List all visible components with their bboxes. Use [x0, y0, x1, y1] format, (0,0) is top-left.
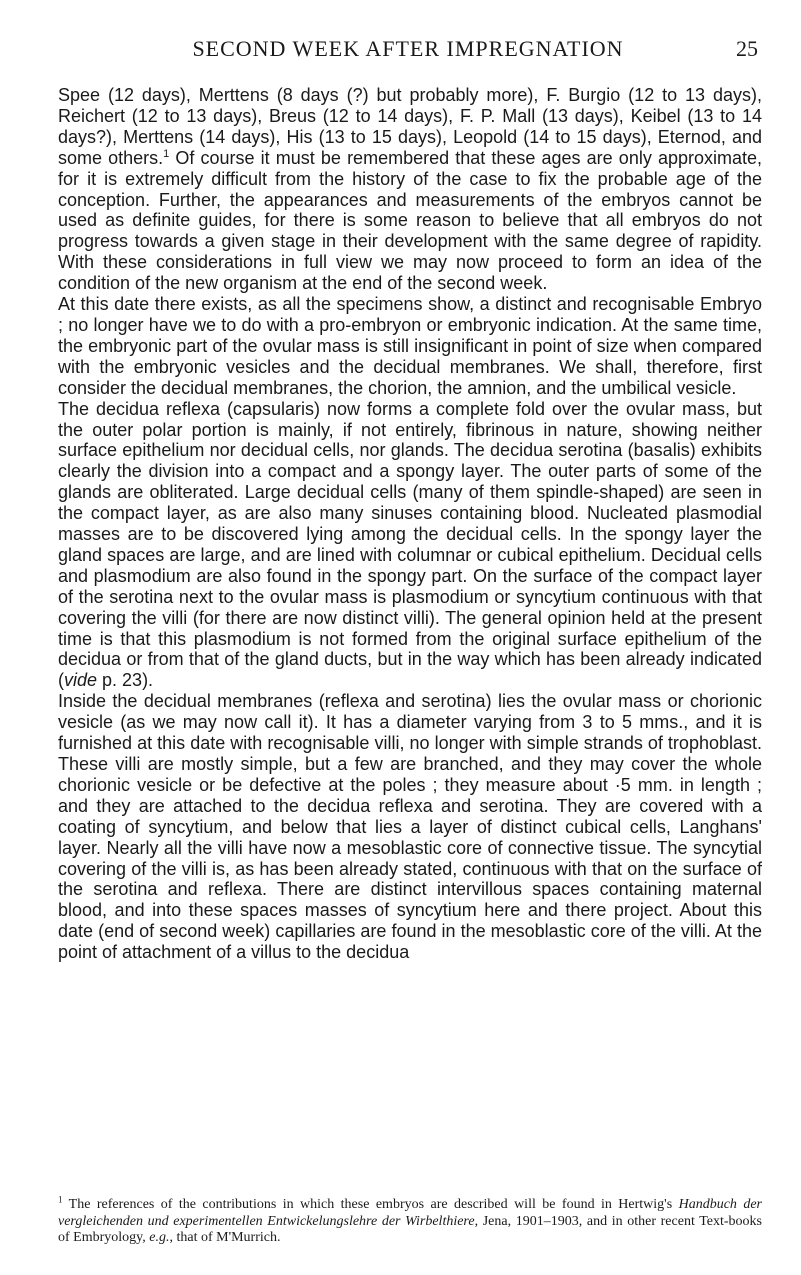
- vide-italic: vide: [64, 670, 98, 691]
- footnote-book-title: Handbuch der vergleichenden und experimentellen Entwickelungslehre der Wirbelthiere: [58, 1197, 762, 1229]
- footnote-reference: 1: [163, 147, 170, 160]
- paragraph-1-text-b: Of course it must be remembered that these ages are only approximate, for it is extremely difficult from the history of the case to fix the probable age of the conception. Further, the appearances and measurements of the embryos cannot be used as definite guides, for there is some reason to believe that all embryos do not progress towards a given stage in their development with the same degree of rapidity. With these considerations in full view we may now proceed to form an idea of the condition of the new organism at the end of the second week.: [58, 147, 762, 294]
- paragraph-1: [58, 85, 762, 294]
- paragraph-3-text-a: The decidua reflexa (capsularis) now forms a complete fold over the ovular mass, but the outer polar portion is mainly, if not entirely, fibrinous in nature, showing neither surface epithelium nor decidual cells, nor glands. The decidua serotina (basalis) exhibits clearly the division into a compact and a spongy layer. The outer parts of some of the glands are obliterated. Large decidual cells (many of them spindle-shaped) are seen in the compact layer, as are also many sinuses containing blood. Nucleated plasmodial masses are to be discovered lying among the decidual cells. In the spongy layer the gland spaces are large, and are lined with columnar or cubical epithelium. Decidual cells and plasmodium are also found in the spongy part. On the surface of the compact layer of the serotina next to the ovular mass is plasmodium or syncytium continuous with that covering the villi (for there are now distinct villi). The general opinion held at the present time is that this plasmodium is not formed from the original surface epithelium of the decidua or from that of the gland ducts, but in the way which has been already indicated (: [58, 398, 762, 691]
- paragraph-3-text-b: p. 23).: [97, 670, 154, 691]
- paragraph-3: [58, 399, 762, 692]
- running-title: SECOND WEEK AFTER IMPREGNATION: [192, 36, 624, 61]
- body-text: [58, 85, 762, 963]
- footnote-mark: 1: [58, 1194, 63, 1205]
- paragraph-4: Inside the decidual membranes (reflexa and serotina) lies the ovular mass or chorionic vesicle (as we may now call it). It has a diameter varying from 3 to 5 mms., and it is furnished at this date with recognisable villi, no longer with simple strands of trophoblast. These villi are mostly simple, but a few are branched, and they may cover the whole chorionic vesicle or be defective at the poles ; they measure about ·5 mm. in length ; and they are attached to the decidua reflexa and serotina. They are covered with a coating of syncytium, and below that lies a layer of distinct cubical cells, Langhans' layer. Nearly all the villi have now a mesoblastic core of connective tissue. The syncytial covering of the villi is, as has been already stated, continuous with that on the surface of the serotina and reflexa. There are distinct intervillous spaces containing maternal blood, and into these spaces masses of syncytium here and there project. About this date (end of second week) capillaries are found in the mesoblastic core of the villi. At the point of attachment of a villus to the decidua: [58, 691, 762, 963]
- footnote-text-b: , Jena, 1901–1903, and in other recent Text-books of Embryology,: [58, 1213, 762, 1245]
- paragraph-2: At this date there exists, as all the specimens show, a distinct and recognisable Embryo ; no longer have we to do with a pro-embryon or embryonic indication. At the same time, the embryonic part of the ovular mass is still insignificant in point of size when compared with the embryonic vesicles and the decidual membranes. We shall, therefore, first consider the decidual membranes, the chorion, the amnion, and the umbilical vesicle.: [58, 294, 762, 398]
- paragraph-1-text-a: Spee (12 days), Merttens (8 days (?) but probably more), F. Burgio (12 to 13 days), Reichert (12 to 13 days), Breus (12 to 14 days), F. P. Mall (13 days), Keibel (13 to 14 days?), Merttens (14 days), His (13 to 15 days), Leopold (14 to 15 days), Eternod, and some others.: [58, 85, 762, 168]
- page-number: 25: [736, 36, 758, 61]
- footnote: [58, 1194, 762, 1247]
- footnote-text-c: , that of M'Murrich.: [169, 1230, 281, 1245]
- footnote-eg: e.g.: [149, 1230, 170, 1245]
- running-head: [58, 36, 758, 62]
- footnote-text-a: The references of the contributions in which these embryos are described will be found in Hertwig's: [62, 1197, 679, 1212]
